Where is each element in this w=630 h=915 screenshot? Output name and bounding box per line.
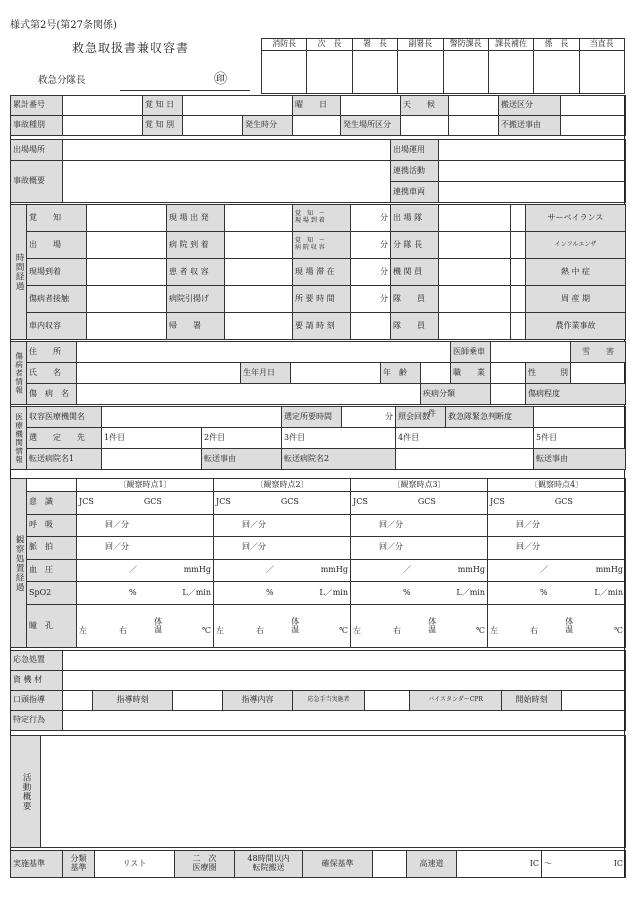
weather-label: 天 候	[401, 96, 449, 116]
overview-field[interactable]	[63, 161, 391, 203]
time-c3-4: 要 請 時 刻	[293, 313, 351, 340]
form-number: 様式第2号(第27条関係)	[10, 20, 117, 31]
coop-vehicle-field[interactable]	[439, 182, 626, 203]
leader-label: 救急分隊長	[38, 75, 86, 86]
emergency-field[interactable]	[63, 651, 626, 671]
form-title: 救急取扱書兼収容書	[72, 41, 190, 55]
minute-1: 分	[351, 232, 391, 259]
obs-point-1: 〔観察時点1〕	[77, 479, 214, 492]
transfer1-label: 転送病院名1	[27, 449, 102, 470]
time-c4-2: 機 関 員	[391, 259, 439, 286]
birth-field[interactable]	[291, 363, 381, 384]
time-c2-1: 病 院 到 着	[167, 232, 225, 259]
dispatch-place-field[interactable]	[63, 140, 391, 161]
select-time-minute: 分	[342, 407, 396, 428]
time-table	[10, 204, 626, 340]
surveillance-1: 熱 中 症	[526, 259, 626, 286]
disaster-label: 雪 害	[571, 342, 626, 363]
coop-activity-field[interactable]	[439, 161, 626, 182]
vehicle-label: 出場運用	[391, 140, 439, 161]
receiving-field[interactable]	[102, 407, 282, 428]
transport-category-field[interactable]	[561, 96, 626, 116]
transfer-reason-2: 転送事由	[534, 449, 626, 470]
emergency-label: 応急処置	[11, 651, 63, 671]
specific-label: 特定行為	[11, 711, 63, 731]
transfer-reason-1: 転送事由	[202, 449, 282, 470]
time-c1-2: 現場到着	[27, 259, 87, 286]
approval-3: 署 長	[352, 39, 397, 51]
minute-3: 分	[351, 286, 391, 313]
disease-field[interactable]	[77, 384, 421, 405]
surveillance-3: 農作業事故	[526, 313, 626, 340]
select-time-label: 選定所要時間	[282, 407, 342, 428]
case-1[interactable]: 1件目	[102, 428, 202, 449]
approval-6: 課長補佐	[488, 39, 533, 51]
minute-2: 分	[351, 259, 391, 286]
selection-label: 選 定 先	[27, 428, 102, 449]
activity-label: 活動概要	[11, 736, 41, 848]
recognition-type-label: 覚 知 別	[143, 116, 183, 136]
urgency-label: 救急隊緊急判断度	[446, 407, 534, 428]
coop-activity-label: 連携活動	[391, 161, 439, 182]
obs-breath-label: 呼 吸	[27, 514, 77, 537]
overview-label: 事故概要	[11, 161, 63, 203]
first-aid-label: 応急手当実施者	[293, 691, 365, 711]
time-c2-0: 現 場 出 発	[167, 205, 225, 232]
address-field[interactable]	[77, 342, 451, 363]
activity-field[interactable]	[41, 736, 626, 848]
cumulative-label: 累計番号	[11, 96, 63, 116]
disease-class-field[interactable]	[491, 384, 526, 405]
patient-side-label: 傷病者情報	[11, 342, 27, 405]
activity-table	[10, 735, 626, 848]
actions-table	[10, 650, 626, 731]
start-time-label: 開始時刻	[502, 691, 562, 711]
time-c2-2: 患 者 収 容	[167, 259, 225, 286]
doctor-field[interactable]	[491, 342, 571, 363]
occurrence-area-field[interactable]	[401, 116, 449, 136]
disease-class-label: 疾病分類	[421, 384, 491, 405]
inquiries-count-unit: 件	[428, 409, 436, 418]
dispatch-place-label: 出場場所	[11, 140, 63, 161]
disease-label: 傷 病 名	[27, 384, 77, 405]
age-field[interactable]	[421, 363, 451, 384]
highway-label: 高速道	[407, 851, 457, 878]
time-c1-1: 出 場	[27, 232, 87, 259]
recognition-date-label: 覚 知 日	[143, 96, 183, 116]
recognition-type-field[interactable]	[183, 116, 243, 136]
observation-side-label: 観察処置経過	[11, 479, 27, 648]
receiving-label: 収容医療機関名	[27, 407, 102, 428]
cumulative-field[interactable]	[63, 96, 143, 116]
time-c4-3: 隊 員	[391, 286, 439, 313]
guide-content-label: 指導内容	[223, 691, 293, 711]
obs-point-3: 〔観察時点3〕	[351, 479, 488, 492]
medical-table	[10, 406, 626, 470]
transfer1-field[interactable]	[102, 449, 202, 470]
weekday-label: 曜 日	[293, 96, 341, 116]
approval-2: 次 長	[307, 39, 352, 51]
obs-point-2: 〔観察時点2〕	[214, 479, 351, 492]
approval-stamps	[261, 38, 625, 94]
equipment-field[interactable]	[63, 671, 626, 691]
occurrence-area-label: 発生場所区分	[341, 116, 401, 136]
weekday-field[interactable]	[341, 96, 401, 116]
name-field[interactable]	[77, 363, 241, 384]
job-field[interactable]	[491, 363, 526, 384]
transfer2-label: 転送病院名2	[282, 449, 396, 470]
standard-label: 実施基準	[11, 851, 63, 878]
urgency-field[interactable]	[534, 407, 626, 428]
occurrence-time-field[interactable]	[293, 116, 341, 136]
bystander-label: バイスタンダーCPR	[410, 691, 502, 711]
approval-4: 副署長	[398, 39, 443, 51]
time-side-label: 時間経過	[11, 205, 27, 340]
approval-8: 当直長	[579, 39, 624, 51]
seal-icon: ㊞	[214, 72, 228, 87]
accident-type-label: 事故種別	[11, 116, 63, 136]
approval-7: 係 長	[534, 39, 579, 51]
obs-pulse-label: 脈 拍	[27, 537, 77, 560]
surveillance-0: インフルエンザ	[526, 232, 626, 259]
time-c3-3: 所 要 時 間	[293, 286, 351, 313]
occurrence-time-label: 発生時分	[243, 116, 293, 136]
transfer48-label: 48時間以内 転院搬送	[235, 851, 303, 878]
time-c4-4: 隊 員	[391, 313, 439, 340]
time-c2-3: 病院引揚げ	[167, 286, 225, 313]
name-label: 氏 名	[27, 363, 77, 384]
surveillance-2: 周 産 期	[526, 286, 626, 313]
list-label: リスト	[95, 851, 175, 878]
time-c3-2: 現 場 滞 在	[293, 259, 351, 286]
sex-field[interactable]	[571, 363, 626, 384]
time-c3-1: 覚 知 ～ 病 院 収 容	[293, 232, 351, 259]
inquiries-label: 照会回数	[396, 407, 446, 428]
classification-label: 分類 基準	[63, 851, 95, 878]
age-label: 年 齢	[381, 363, 421, 384]
accident-type-field[interactable]	[63, 116, 143, 136]
obs-spo2-label: SpO2	[27, 582, 77, 605]
case-2[interactable]: 2件目	[202, 428, 282, 449]
surveillance-title: サーベイランス	[526, 205, 626, 232]
time-c4-1: 分 隊 長	[391, 232, 439, 259]
time-c4-0: 出 場 隊	[391, 205, 439, 232]
obs-point-4: 〔観察時点4〕	[488, 479, 626, 492]
non-transport-field[interactable]	[561, 116, 626, 136]
recognition-date-field[interactable]	[183, 96, 293, 116]
specific-field[interactable]	[63, 711, 626, 731]
medical-side-label: 医療機関情報	[11, 407, 27, 470]
dispatch-table	[10, 139, 626, 203]
transfer2-field[interactable]	[396, 449, 534, 470]
vehicle-field[interactable]	[439, 140, 626, 161]
time-c1-4: 車内収容	[27, 313, 87, 340]
obs-bp-label: 血 圧	[27, 559, 77, 582]
patient-table	[10, 341, 626, 405]
birth-label: 生年月日	[241, 363, 291, 384]
approval-5: 警防課長	[443, 39, 488, 51]
coop-vehicle-label: 連携車両	[391, 182, 439, 203]
footer-table: 実施基準 分類 基準 リスト 二 次 医療圏 48時間以内 転院搬送 確保基準 高速道 IC ～ IC	[10, 850, 626, 878]
obs-pupil-label: 瞳 孔	[27, 604, 77, 647]
transport-category-label: 搬送区分	[499, 96, 561, 116]
equipment-label: 資 機 材	[11, 671, 63, 691]
basic-info-table	[10, 95, 626, 136]
weather-field[interactable]	[449, 96, 499, 116]
secure-label: 確保基準	[303, 851, 373, 878]
address-label: 住 所	[27, 342, 77, 363]
doctor-label: 医師乗車	[451, 342, 491, 363]
time-c2-4: 帰 署	[167, 313, 225, 340]
severity-label: 傷病程度	[526, 384, 626, 405]
secondary-label: 二 次 医療圏	[175, 851, 235, 878]
non-transport-label: 不搬送事由	[499, 116, 561, 136]
job-label: 職 業	[451, 363, 491, 384]
leader-underline	[120, 90, 250, 91]
case-5[interactable]: 5件目	[534, 428, 626, 449]
guide-time-label: 指導時刻	[93, 691, 173, 711]
case-3[interactable]: 3件目	[282, 428, 396, 449]
observation-table: 観察処置経過 〔観察時点1〕 〔観察時点2〕 〔観察時点3〕 〔観察時点4〕 意 識 JCS GCS JCS GCS JCS GCS JCS GCS 呼 吸 回／分 回／分 回／分 回／分 脈 拍 回／分 回／分 回／分 回／分 血 圧 ／ mmHg ／ mmHg ／ mmHg ／ mmHg SpO2 % L／min % L／min % L／min % L／min 瞳 孔 左 右 体温 ℃ 左 右 体温 ℃ 左 右 体温 ℃ 左 右 体温 ℃	[10, 478, 626, 648]
minute-0: 分	[351, 205, 391, 232]
time-c3-0: 覚 知 ～ 現 場 到 着	[293, 205, 351, 232]
time-c1-3: 傷病者接触	[27, 286, 87, 313]
time-c1-0: 覚 知	[27, 205, 87, 232]
sex-label: 性 別	[526, 363, 571, 384]
obs-consciousness-label: 意 識	[27, 491, 77, 514]
case-4[interactable]: 4件目	[396, 428, 534, 449]
oral-guide-label: 口頭指導	[11, 691, 63, 711]
approval-1: 消防長	[262, 39, 307, 51]
